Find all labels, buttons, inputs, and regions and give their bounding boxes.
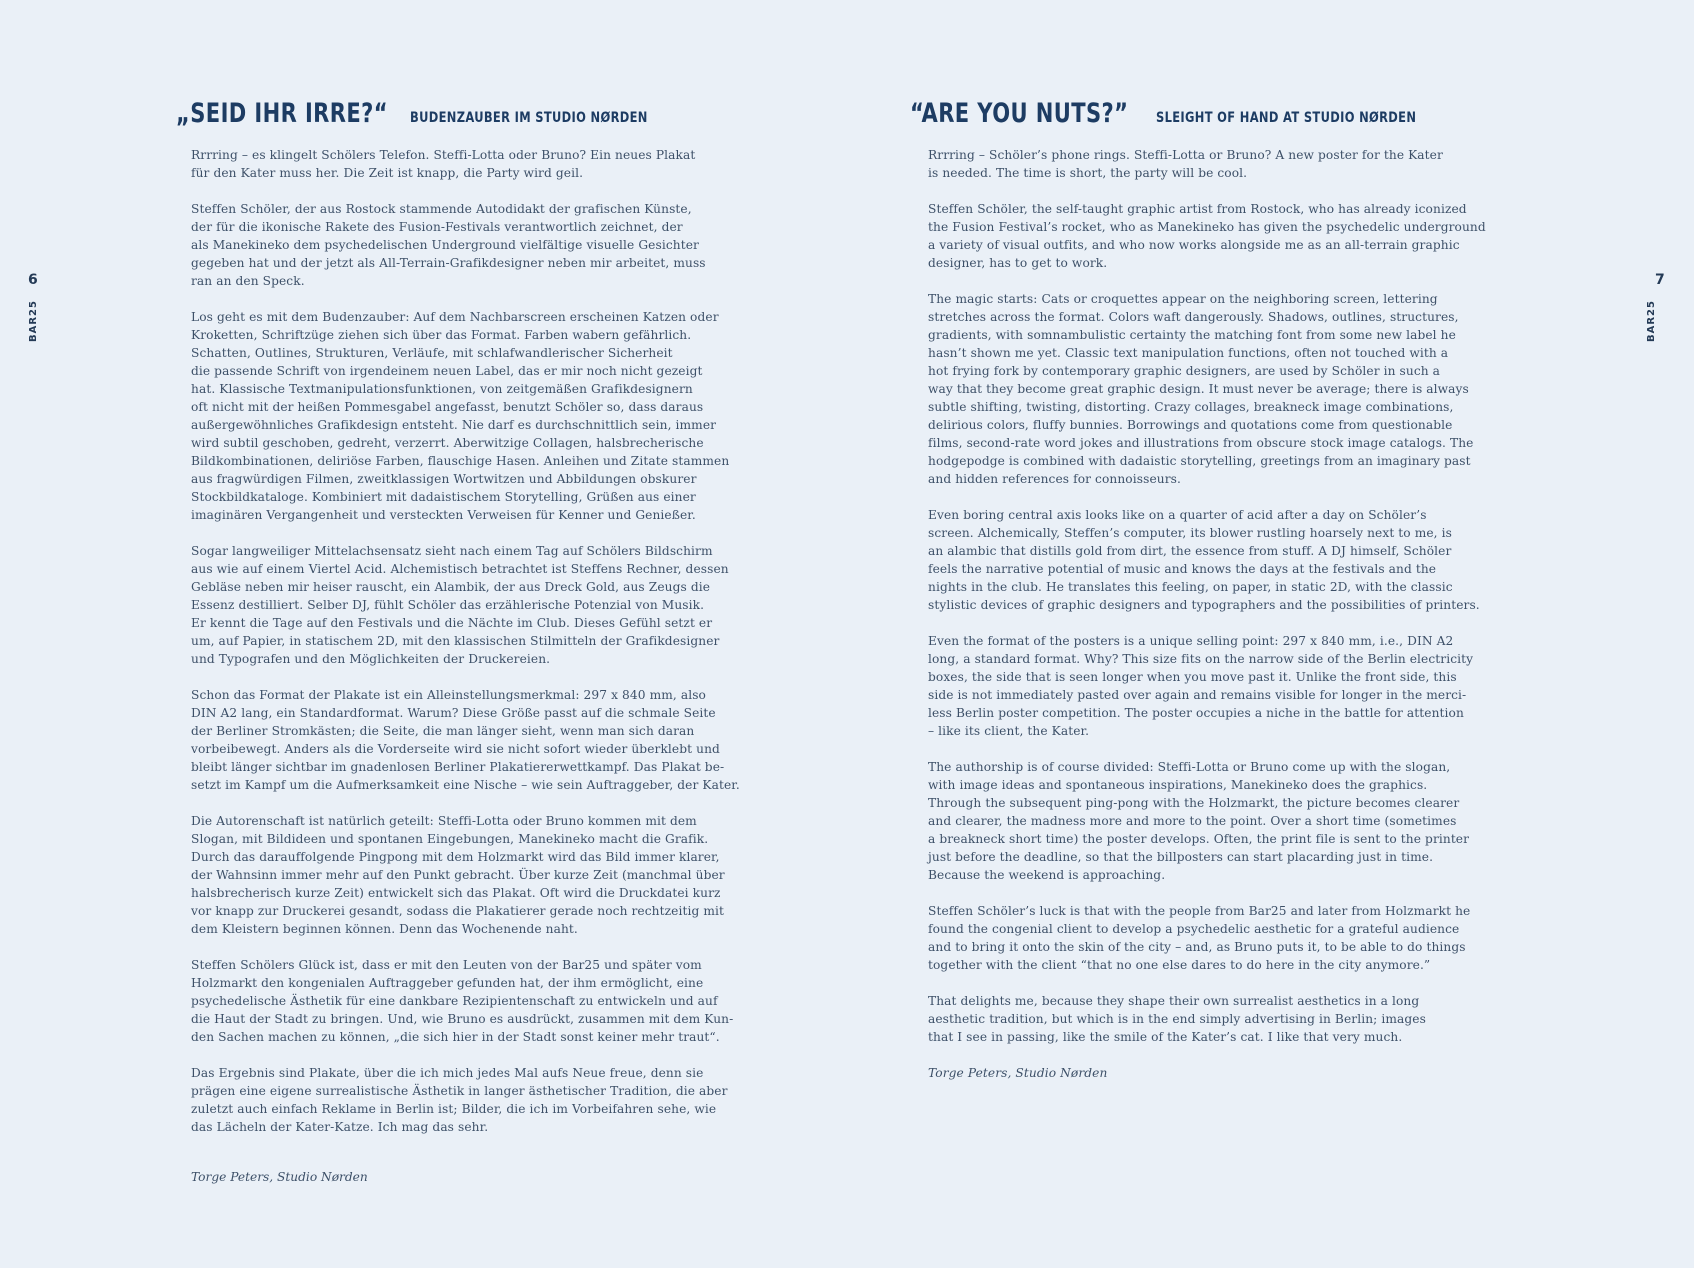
paragraph: Steffen Schöler, the self-taught graphic artist from Rostock, who has already iconized the Fusion Festival’s rocket, who as Manekineko has given the psychedelic underground a variety of visual outfits, and who now works alongside me as an all-terrain graphic designer, has to get to work. [928, 202, 1486, 270]
author-signature: Torge Peters, Studio Nørden [191, 1170, 368, 1184]
author-signature: Torge Peters, Studio Nørden [928, 1066, 1108, 1080]
article-heading [176, 98, 700, 129]
paragraph: Rrrring – es klingelt Schölers Telefon. Steffi-Lotta oder Bruno? Ein neues Plakat für den Kater muss her. Die Zeit ist knapp, die Party wird geil. [191, 148, 696, 180]
paragraph: Sogar langweiliger Mittelachsensatz sieht nach einem Tag auf Schölers Bildschirm aus wie auf einem Viertel Acid. Alchemistisch betrachtet ist Steffens Rechner, dessen Gebläse neben mir heiser rauscht, ein Alambik, der aus Dreck Gold, aus Zeugs die Essenz destilliert. Selber DJ, fühlt Schöler das erzählerische Potenzial von Musik. Er kennt die Tage auf den Festivals und die Nächte im Club. Dieses Gefühl setzt er um, auf Papier, in statischem 2D, mit den klassischen Stilmitteln der Grafikdesigner und Typografen und den Möglichkeiten der Druckereien. [191, 544, 729, 666]
heading-title: „SEID IHR IRRE?“ [176, 98, 389, 129]
page-number: 6 [28, 272, 38, 288]
paragraph: The authorship is of course divided: Steffi-Lotta or Bruno come up with the slogan, with image ideas and spontaneous inspirations, Manekineko does the graphics. Through the subsequent ping-pong with the Holzmarkt, the picture becomes clearer and clearer, the madness more and more to the point. Over a short time (sometimes a breakneck short time) the poster develops. Often, the print file is sent to the printer just before the deadline, so that the billposters can start placarding just in time. Because the weekend is approaching. [928, 760, 1470, 882]
heading-subtitle: SLEIGHT OF HAND AT STUDIO NØRDEN [1155, 110, 1417, 126]
paragraph: Steffen Schölers Glück ist, dass er mit den Leuten von der Bar25 und später vom Holzmarkt den kongenialen Auftraggeber gefunden hat, der ihm ermöglicht, eine psychedelische Ästhetik für eine dankbare Rezipientenschaft zu entwickeln und auf die Haut der Stadt zu bringen. Und, wie Bruno es ausdrückt, zusammen mit dem Kun- den Sachen machen zu können, „die sich hier in der Stadt sonst keiner mehr traut“. [191, 958, 734, 1044]
right-page [847, 0, 1694, 1268]
article-body [928, 146, 1518, 1100]
heading-subtitle: BUDENZAUBER IM STUDIO NØRDEN [409, 110, 648, 126]
article-body [191, 146, 781, 1154]
paragraph: Die Autorenschaft ist natürlich geteilt: Steffi-Lotta oder Bruno kommen mit dem Slogan, mit Bildideen und spontanen Eingebungen, Manekineko macht die Grafik. Durch das darauffolgende Pingpong mit dem Holzmarkt wird das Bild immer klarer, der Wahnsinn immer mehr auf den Punkt gebracht. Über kurze Zeit (manchmal über halsbrecherisch kurze Zeit) entwickelt sich das Plakat. Oft wird die Druckdatei kurz vor knapp zur Druckerei gesandt, sodass die Plakatierer gerade noch rechtzeitig mit dem Kleistern beginnen können. Denn das Wochenende naht. [191, 814, 725, 936]
paragraph: The magic starts: Cats or croquettes appear on the neighboring screen, lettering stretches across the format. Colors waft dangerously. Shadows, outlines, structures, gradients, with somnambulistic certainty the matching font from some new label he hasn’t shown me yet. Classic text manipulation functions, often not touched with a hot frying fork by contemporary graphic designers, are used by Schöler in such a way that they become great graphic design. It must never be average; there is always subtle shifting, twisting, distorting. Crazy collages, breakneck image combinations, delirious colors, fluffy bunnies. Borrowings and quotations come from questionable films, second-rate word jokes and illustrations from obscure stock image catalogs. The hodgepodge is combined with dadaistic storytelling, greetings from an imaginary past and hidden references for connoisseurs. [928, 292, 1474, 486]
running-head: BAR25 [1646, 300, 1657, 342]
running-head: BAR25 [28, 300, 39, 342]
paragraph: Das Ergebnis sind Plakate, über die ich mich jedes Mal aufs Neue freue, denn sie prägen eine eigene surrealistische Ästhetik in langer ästhetischer Tradition, die aber zuletzt auch einfach Reklame in Berlin ist; Bilder, die ich im Vorbeifahren sehe, wie das Lächeln der Kater-Katze. Ich mag das sehr. [191, 1066, 728, 1134]
paragraph: Steffen Schöler, der aus Rostock stammende Autodidakt der grafischen Künste, der für die ikonische Rakete des Fusion-Festivals verantwortlich zeichnet, der als Manekineko dem psychedelischen Underground vielfältige visuelle Gesichter gegeben hat und der jetzt als All-Terrain-Grafikdesigner neben mir arbeitet, muss ran an den Speck. [191, 202, 706, 288]
paragraph: Rrrring – Schöler’s phone rings. Steffi-Lotta or Bruno? A new poster for the Kater is needed. The time is short, the party will be cool. [928, 148, 1443, 180]
paragraph: Schon das Format der Plakate ist ein Alleinstellungsmerkmal: 297 x 840 mm, also DIN A2 lang, ein Standardformat. Warum? Diese Größe passt auf die schmale Seite der Berliner Stromkästen; die Seite, die man länger sieht, wenn man sich daran vorbeibewegt. Anders als die Vorderseite wird sie nicht sofort wieder überklebt und bleibt länger sichtbar im gnadenlosen Berliner Plakatiererwettkampf. Das Plakat be- setzt im Kampf um die Aufmerksamkeit eine Nische – wie sein Auftraggeber, der Kater. [191, 688, 740, 792]
page-number: 7 [1655, 272, 1665, 288]
paragraph: Even boring central axis looks like on a quarter of acid after a day on Schöler’s screen. Alchemically, Steffen’s computer, its blower rustling hoarsely next to me, is an alambic that distills gold from dirt, the essence from stuff. A DJ himself, Schöler feels the narrative potential of music and knows the days at the festivals and the nights in the club. He translates this feeling, on paper, in static 2D, with the classic stylistic devices of graphic designers and typographers and the possibilities of printers. [928, 508, 1480, 612]
heading-title: “ARE YOU NUTS?” [910, 98, 1129, 129]
paragraph: Los geht es mit dem Budenzauber: Auf dem Nachbarscreen erscheinen Katzen oder Kroketten, Schriftzüge ziehen sich über das Format. Farben wabern gefährlich. Schatten, Outlines, Strukturen, Verläufe, mit schlafwandlerischer Sicherheit die passende Schrift von irgendeinem neuen Label, das er mir noch nicht gezeigt hat. Klassische Textmanipulationsfunktionen, von zeitgemäßen Grafikdesignern oft nicht mit der heißen Pommesgabel angefasst, benutzt Schöler so, dass daraus außergewöhnliches Grafikdesign entsteht. Nie darf es durchschnittlich sein, immer wird subtil geschoben, gedreht, verzerrt. Aberwitzige Collagen, halsbrecherische Bildkombinationen, deliriöse Farben, flauschige Hasen. Anleihen und Zitate stammen aus fragwürdigen Filmen, zweitklassigen Wortwitzen und Abbildungen obskurer Stockbildkataloge. Kombiniert mit dadaistischem Storytelling, Grüßen aus einer imaginären Vergangenheit und versteckten Verweisen für Kenner und Genießer. [191, 310, 730, 522]
paragraph: Even the format of the posters is a unique selling point: 297 x 840 mm, i.e., DIN A2 long, a standard format. Why? This size fits on the narrow side of the Berlin electricity boxes, the side that is seen longer when you move past it. Unlike the front side, this side is not immediately pasted over again and remains visible for longer in the merci- less Berlin poster competition. The poster occupies a niche in the battle for attention – like its client, the Kater. [928, 634, 1474, 738]
paragraph: Steffen Schöler’s luck is that with the people from Bar25 and later from Holzmarkt he found the congenial client to develop a psychedelic aesthetic for a grateful audience and to bring it onto the skin of the city – and, as Bruno puts it, to be able to do things together with the client “that no one else dares to do here in the city anymore.” [928, 904, 1471, 972]
article-heading [910, 98, 1473, 129]
paragraph: That delights me, because they shape their own surrealist aesthetics in a long aesthetic tradition, but which is in the end simply advertising in Berlin; images that I see in passing, like the smile of the Kater’s cat. I like that very much. [928, 994, 1426, 1044]
